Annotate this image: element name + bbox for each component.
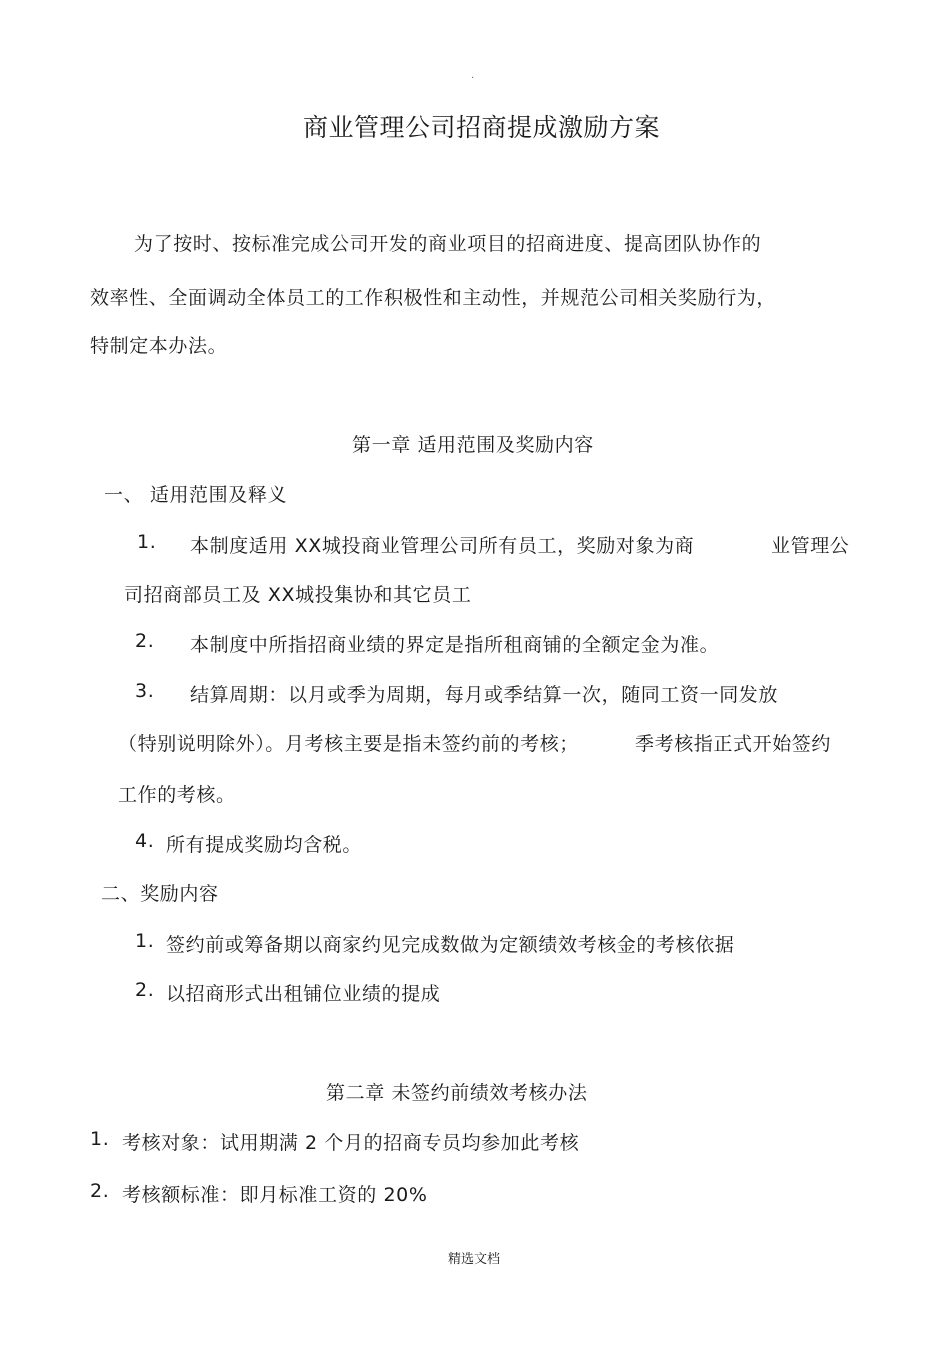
section2-heading: 二、奖励内容 (101, 883, 219, 905)
c2-item2-text: 考核额标准：即月标准工资的 20% (122, 1184, 428, 1206)
s1-item3-line2b: 季考核指正式开始签约 (635, 733, 832, 755)
s1-item1-line2: 司招商部员工及 XX城投集协和其它员工 (124, 584, 472, 606)
s1-item1-line1b: 业管理公 (771, 535, 850, 557)
s2-item1-text: 签约前或筹备期以商家约见完成数做为定额绩效考核金的考核依据 (166, 934, 735, 956)
chapter2-heading: 第二章 未签约前绩效考核办法 (326, 1082, 588, 1104)
s1-item3-line1: 结算周期：以月或季为周期，每月或季结算一次，随同工资一同发放 (190, 684, 779, 706)
page-footer: 精选文档 (448, 1252, 501, 1267)
s1-item1-number: 1. (137, 531, 157, 553)
c2-item2-number: 2. (90, 1180, 110, 1202)
s2-item1-number: 1. (135, 930, 155, 952)
s1-item1-line1a: 本制度适用 XX城投商业管理公司所有员工，奖励对象为商 (190, 535, 695, 557)
intro-line-1: 为了按时、按标准完成公司开发的商业项目的招商进度、提高团队协作的 (134, 233, 762, 255)
intro-line-2: 效率性、全面调动全体员工的工作积极性和主动性，并规范公司相关奖励行为， (90, 287, 777, 309)
section1-heading: 一、 适用范围及释义 (104, 484, 288, 506)
c2-item1-text: 考核对象：试用期满 2 个月的招商专员均参加此考核 (122, 1132, 580, 1154)
s2-item2-text: 以招商形式出租铺位业绩的提成 (166, 983, 441, 1005)
chapter1-heading: 第一章 适用范围及奖励内容 (352, 434, 594, 456)
s1-item3-line3: 工作的考核。 (118, 784, 236, 806)
intro-line-3: 特制定本办法。 (90, 335, 228, 357)
top-mark: . (471, 70, 475, 81)
s2-item2-number: 2. (135, 979, 155, 1001)
document-title: 商业管理公司招商提成激励方案 (303, 113, 661, 142)
s1-item2-number: 2. (135, 630, 155, 652)
c2-item1-number: 1. (90, 1128, 110, 1150)
s1-item4-text: 所有提成奖励均含税。 (166, 834, 363, 856)
s1-item3-line2a: （特别说明除外）。月考核主要是指未签约前的考核； (118, 733, 579, 755)
s1-item2-text: 本制度中所指招商业绩的界定是指所租商铺的全额定金为准。 (190, 634, 720, 656)
s1-item4-number: 4. (135, 830, 155, 852)
s1-item3-number: 3. (135, 680, 155, 702)
